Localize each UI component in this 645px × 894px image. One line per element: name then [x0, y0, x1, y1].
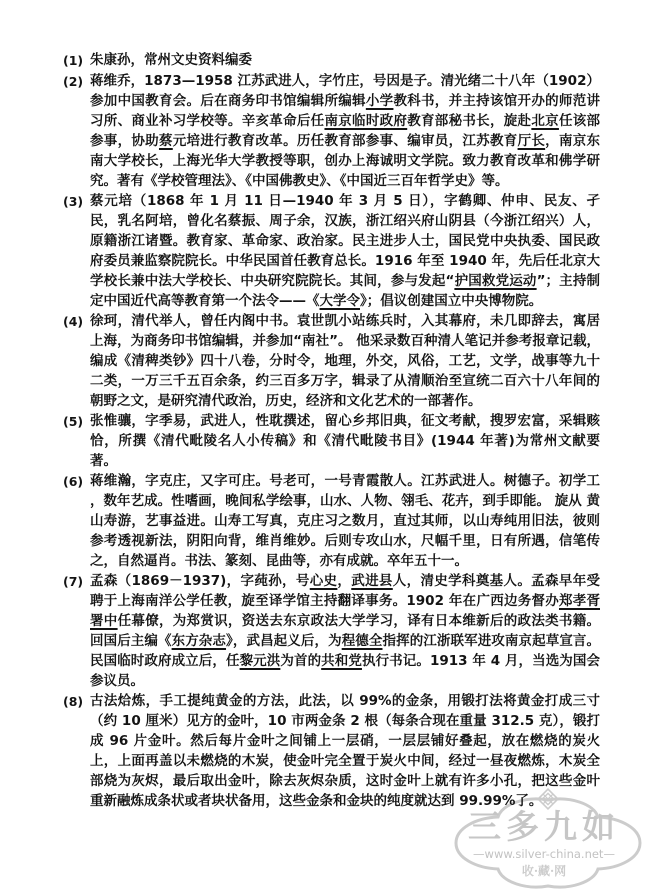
underlined-term: 郑孝胥署中 — [90, 593, 600, 629]
note-item — [63, 50, 600, 71]
underlined-term: 大学令 — [319, 293, 360, 309]
note-text — [90, 411, 600, 471]
note-text — [90, 571, 600, 691]
text-run: 人，清史学科奠基人。孟森早年受聘于上海南洋公学任教，旋至译学馆主持翻译事务。1902 年在广西边务督办 — [90, 573, 601, 609]
note-item — [63, 191, 600, 311]
watermark-url: —www.silver-china.net— — [473, 847, 615, 861]
underlined-term: 蔡 — [158, 133, 173, 149]
note-item — [63, 71, 600, 191]
note-text — [90, 311, 600, 411]
text-run: 》，武昌起义后，为 — [226, 633, 342, 649]
note-text — [90, 50, 600, 70]
underlined-term: 北京 — [531, 113, 559, 129]
note-number: (7) — [63, 574, 84, 589]
underlined-term: 厅长 — [517, 133, 546, 149]
underlined-term: 小学 — [365, 93, 394, 109]
note-number: (6) — [63, 474, 84, 489]
text-run: 孟森（1869－1937)，字莼孙，号 — [90, 573, 310, 589]
note-text — [90, 471, 600, 571]
text-run: ”；主持制定中国近代高等教育第一个法令——《 — [90, 273, 601, 309]
note-text — [90, 191, 600, 311]
note-item — [63, 411, 600, 471]
note-item — [63, 571, 600, 691]
text-run: 蒋维瀚，字克庄，又字可庄。号老可，一号青霞散人。江苏武进人。树德子。初学工 ，数年艺成。性嗜画，晚间私学绘事，山水、人物、翎毛、花卉，到手即能。 旋从 黄山寿游，艺事益进。山寿工写真，克庄习之数月，直过其师，以山寿纯用旧法，彼则参考透视新法，阴阳向背，维肖维妙。后则专攻山水，尺幅千里，日有所遇，信笔传之，自然逼肖。书法、篆刻、昆曲等，亦有成就。卒年五十一。 — [90, 473, 600, 569]
text-run: 朱康孙，常州文史资料编委 — [90, 52, 252, 68]
note-item — [63, 311, 600, 411]
text-run: 徐珂，清代举人，曾任内阁中书。袁世凯小站练兵时，入其幕府，未几即辞去，寓居上海，为商务印书馆编辑，并参加“南社”。 他采录数百种清人笔记并参考报章记载，编成《清稗类钞》四十八卷，分时令，地理，外交，风俗，工艺，文学，战事等九十二类，一万三千五百余条，约三百多万字，辑录了从清顺治至宣统二百六十八年间的朝野之文，是研究清代政治，历史，经济和文化艺术的一部著作。 — [90, 313, 600, 409]
text-run: 指挥的江浙联军进攻南京起草宣言。民国临时政府成立后，任 — [90, 633, 601, 669]
note-number: (8) — [63, 694, 84, 709]
text-run: 》；倡议创建国立中央博物院。 — [360, 293, 543, 309]
note-text — [90, 71, 600, 191]
note-item — [63, 471, 600, 571]
text-run: ， — [337, 573, 352, 589]
text-run: 为首的 — [280, 653, 322, 669]
text-run: 元培进行教育改革。历任教育部参事、编审员，江苏教育 — [172, 133, 518, 149]
note-number: (1) — [63, 53, 84, 68]
note-item — [63, 691, 600, 811]
text-run: 教育部秘书长，旋赴 — [407, 113, 532, 129]
watermark-brand: 三多九如 — [468, 807, 620, 846]
text-run: 执行书记。1913 年 4 月，当选为国会参议员。 — [90, 653, 601, 689]
watermark-site-label: 收·藏·网 — [521, 864, 567, 878]
text-run: 古法烚炼，手工提纯黄金的方法，此法，以 99%的金条，用锻打法将黄金打成三寸（约 10 厘米）见方的金叶，10 市两金条 2 根（每条合现在重量 312.5 克），锻打成 96 片金叶。然后每片金叶之间铺上一层硝，一层层铺好叠起，放在燃烧的炭火上，上面再盖以未燃烧的木炭，使金叶完全置于炭火中间，经过一昼夜燃炼，木炭全部烧为灰烬，最后取出金叶，除去灰烬杂质，这时金叶上就有许多小孔，把这些金叶重新融炼成条状或者块状备用，这些金条和金块的纯度就达到 99.99%了。 — [90, 693, 600, 809]
text-run: 任该部参事，协助 — [90, 113, 601, 149]
text-run: 教科书，并主持该馆开办的师范讲习所、商业补习学校等。辛亥革命后任 — [90, 93, 601, 129]
underlined-term: 武进县 — [351, 573, 393, 589]
note-number: (2) — [63, 74, 84, 89]
text-run: 蔡元培（1868 年 1 月 11 日—1940 年 3 月 5 日），字鹤卿、仲申、民友、孑民，乳名阿培，曾化名蔡振、周子余，汉族，浙江绍兴府山阴县（今浙江绍兴）人，原籍浙江诸暨。教育家、革命家、政治家。民主进步人士，国民党中央执委、国民政府委员兼监察院院长。中华民国首任教育总长。1916 年至 1940 年，先后任北京大学校长兼中法大学校长、中央研究院院长。其间，参与发起“ — [90, 193, 600, 289]
text-run: 蒋维乔，1873—1958 江苏武进人，字竹庄，号因是子。清光绪二十八年（1902）参加中国教育会。后在商务印书馆编辑所编辑 — [90, 73, 600, 109]
text-run: 任幕僚，为郑赏识，资送去东京政法大学学习，译有日本维新后的政法类书籍。回国后主编《 — [90, 613, 601, 649]
note-number: (3) — [63, 194, 84, 209]
text-run: 张惟骧，字季易，武进人，性耽撰述，留心乡邦旧典，征文考献，搜罗宏富，采辑赅恰，所撰《清代毗陵名人小传稿》和《清代毗陵书目》(1944 年著)为常州文献要著。 — [90, 413, 600, 469]
note-list — [63, 50, 600, 811]
underlined-term: 程德全 — [341, 633, 383, 649]
underlined-term: 护国救党运动 — [454, 273, 537, 289]
text-run: ，南京东南大学校长，上海光华大学教授等职，创办上海诚明文学院。致力教育改革和佛学研究。著有《学校管理法》、《中国佛教史》、《中国近三百年哲学史》等。 — [90, 133, 601, 189]
underlined-term: 南京临时政府 — [324, 113, 408, 129]
underlined-term: 东方杂志 — [171, 633, 227, 649]
underlined-term: 心史 — [309, 573, 338, 589]
note-text — [90, 691, 600, 811]
underlined-term: 黎元洪 — [239, 653, 281, 669]
underlined-term: 共和党 — [321, 653, 362, 669]
note-number: (5) — [63, 414, 84, 429]
note-number: (4) — [63, 314, 84, 329]
